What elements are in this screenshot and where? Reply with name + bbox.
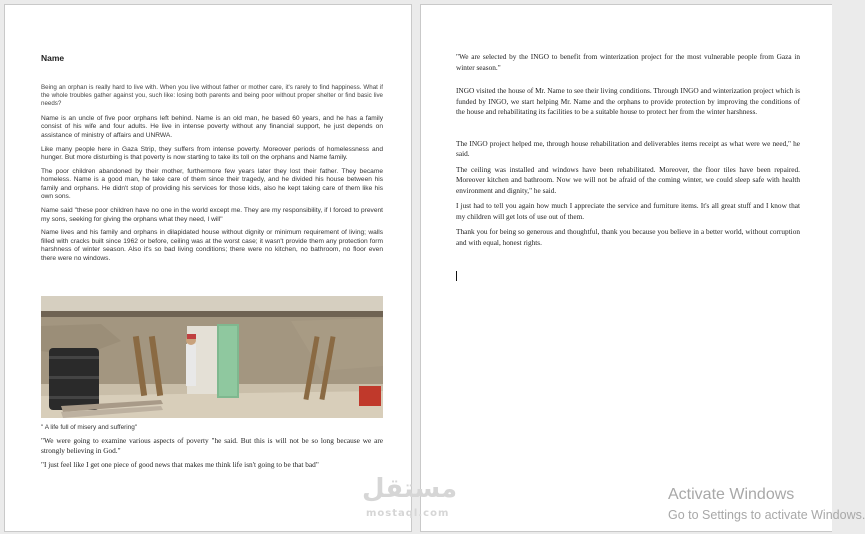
- document-title: Name: [41, 53, 65, 63]
- document-page-2: [420, 4, 832, 532]
- text-cursor: [456, 271, 457, 281]
- body-paragraph: Name lives and his family and orphans in dilapidated house without dignity or minimum requirement of living; walls filled with cracks built since 1962 or before, ceiling was at the worst case; it wasn't provide them any protection form harshness of winter season. Also it's so bad living conditions; there were no kitchen, no bathroom, no floor even there were no windows.: [41, 229, 383, 262]
- body-paragraph: INGO visited the house of Mr. Name to see their living conditions. Through INGO and winterization project which is funded by INGO, we start helping Mr. Name and the orphans to provide protection by improving the conditions of the house and rehabilitating its facilities to be a suitable house to protect her from the winter harshness.: [456, 86, 800, 116]
- activate-windows-notice: [668, 486, 865, 522]
- quote-paragraph: "I just feel like I get one piece of good news that makes me think life isn't going to be that bad": [41, 460, 319, 469]
- watermark-url: mostaql.com: [366, 508, 450, 519]
- photo-caption: " A life full of misery and suffering": [41, 424, 138, 431]
- activate-title: Activate Windows: [668, 486, 795, 503]
- body-paragraph: Thank you for being so generous and thoughtful, thank you because you believe in a better world, without corruption and with equal, honest rights.: [456, 227, 800, 247]
- body-paragraph: The poor children abandoned by their mother, furthermore few years later they lost their father. They became homeless. Name is a good man, he take care of them since their tragedy, and he divided his house between his family and orphans. He didn't stop of providing his services for those kids, also he kept taking care of them like his own sons.: [41, 168, 383, 201]
- activate-subtitle: Go to Settings to activate Windows.: [668, 508, 865, 522]
- watermark-arabic: مستقل: [362, 474, 458, 504]
- body-paragraph: The INGO project helped me, through house rehabilitation and deliverables items receipt as what were we need," he said.: [456, 138, 800, 158]
- intro-paragraph: Being an orphan is really hard to live with. When you live without father or mother care, it's rarely to find happiness. What if the whole troubles gather against you, such like: losing both parents and being poor without proper shelter or find basic live needs?: [41, 84, 383, 107]
- page2-body: [456, 52, 800, 253]
- page1-body: [41, 84, 383, 269]
- body-paragraph: Like many people here in Gaza Strip, they suffers from intense poverty. Moreover periods of homelessness and hunger. But more disturbing is that poverty is now starting to take its toll on the orphans and Name family.: [41, 145, 383, 162]
- quote-paragraph: "We were going to examine various aspects of poverty "he said. But this is will not be so long because we are strongly believing in God.": [41, 436, 383, 455]
- body-paragraph: Name is an uncle of five poor orphans left behind. Name is an old man, he based 60 years, and he has a family consist of his wife and four adults. He live in intense poverty without any financial support, he just depends on assistance of ministry of affairs and UNRWA.: [41, 115, 383, 139]
- body-paragraph: The ceiling was installed and windows have been rehabilitated. Moreover, the floor tiles have been repaired. Moreover kitchen and bathroom. Now we will not be afraid of the coming winter, we could sleep safe with health environment and dignity," he said.: [456, 164, 800, 195]
- body-paragraph: Name said "these poor children have no one in the world except me. They are my responsibility, if I forced to prevent my sons, seeking for giving the orphans what they need, I will": [41, 207, 383, 223]
- house-photo: [41, 296, 383, 418]
- mostaql-watermark: [362, 474, 458, 519]
- document-page-1: [4, 4, 412, 532]
- page1-quotes: [41, 436, 383, 474]
- body-paragraph: "We are selected by the INGO to benefit from winterization project for the most vulnerable people from Gaza in winter season.": [456, 52, 800, 72]
- body-paragraph: I just had to tell you again how much I appreciate the service and furniture items. It's all great stuff and I know that my children will get lots of use out of them.: [456, 201, 800, 221]
